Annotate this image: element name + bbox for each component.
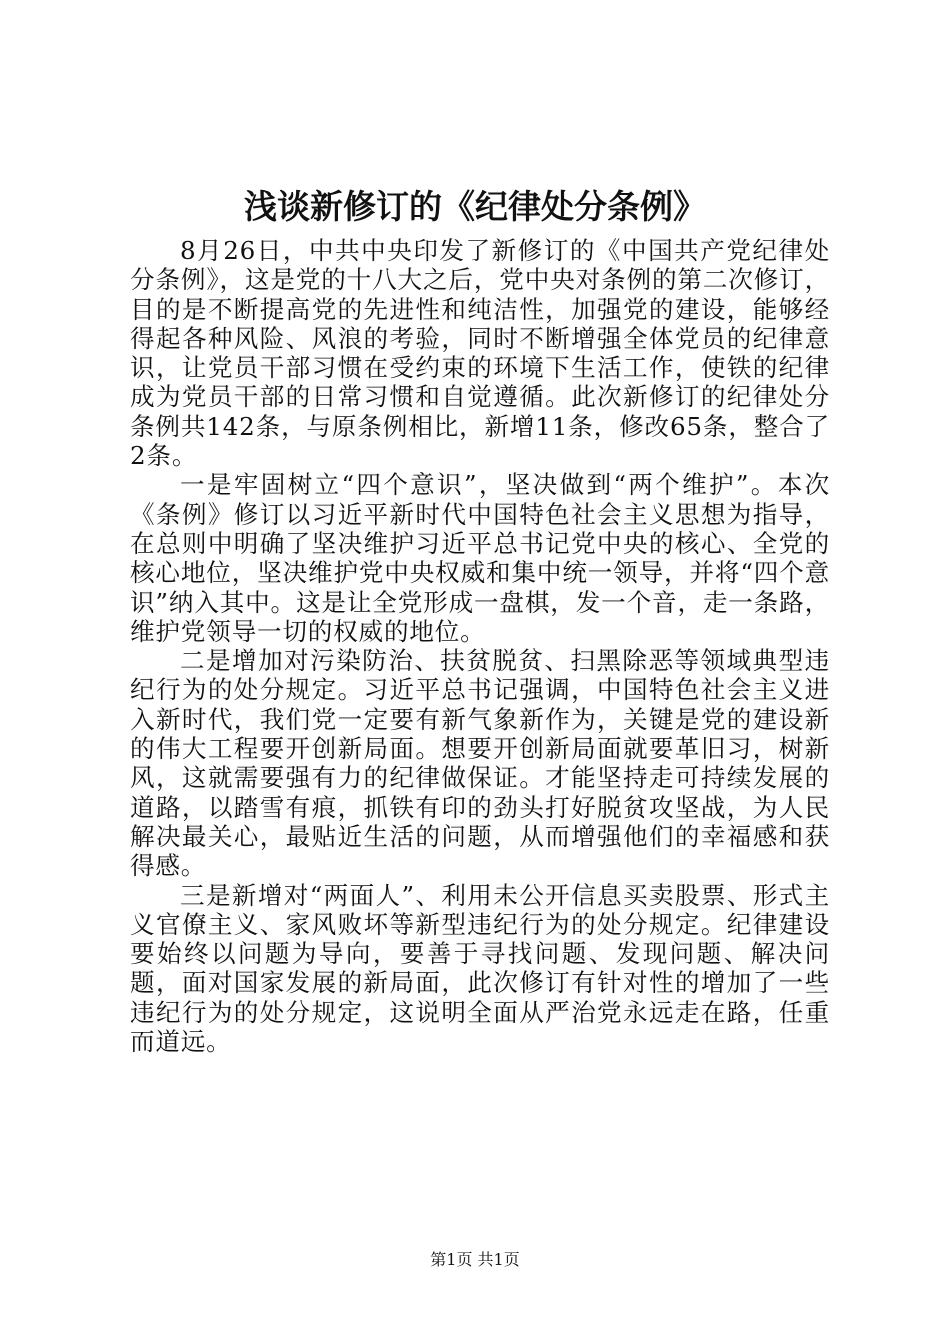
paragraph-point-two: 二是增加对污染防治、扶贫脱贫、扫黑除恶等领域典型违纪行为的处分规定。习近平总书记强调，中国特色社会主义进入新时代，我们党一定要有新气象新作为，关键是党的建设新的伟大工程要开创新局面。想要开创新局面就要革旧习，树新风，这就需要强有力的纪律做保证。才能坚持走可持续发展的道路，以踏雪有痕，抓铁有印的劲头打好脱贫攻坚战，为人民解决最关心，最贴近生活的问题，从而增强他们的幸福感和获得感。 [130, 646, 830, 881]
paragraph-intro: 8月26日，中共中央印发了新修订的《中国共产党纪律处分条例》，这是党的十八大之后，党中央对条例的第二次修订，目的是不断提高党的先进性和纯洁性，加强党的建设，能够经得起各种风险、风浪的考验，同时不断增强全体党员的纪律意识，让党员干部习惯在受约束的环境下生活工作，使铁的纪律成为党员干部的日常习惯和自觉遵循。此次新修订的纪律处分条例共142条，与原条例相比，新增11条，修改65条，整合了2条。 [130, 236, 830, 471]
document-body [130, 236, 830, 1056]
paragraph-point-one: 一是牢固树立“四个意识”，坚决做到“两个维护”。本次《条例》修订以习近平新时代中国特色社会主义思想为指导，在总则中明确了坚决维护习近平总书记党中央的核心、全党的核心地位，坚决维护党中央权威和集中统一领导，并将“四个意识”纳入其中。这是让全党形成一盘棋，发一个音，走一条路，维护党领导一切的权威的地位。 [130, 470, 830, 646]
page-number-footer: 第1页 共1页 [430, 1250, 520, 1269]
paragraph-point-three: 三是新增对“两面人”、利用未公开信息买卖股票、形式主义官僚主义、家风败坏等新型违纪行为的处分规定。纪律建设要始终以问题为导向，要善于寻找问题、发现问题、解决问题，面对国家发展的新局面，此次修订有针对性的增加了一些违纪行为的处分规定，这说明全面从严治党永远走在路，任重而道远。 [130, 880, 830, 1057]
document-title: 浅谈新修订的《纪律处分条例》 [244, 187, 706, 226]
